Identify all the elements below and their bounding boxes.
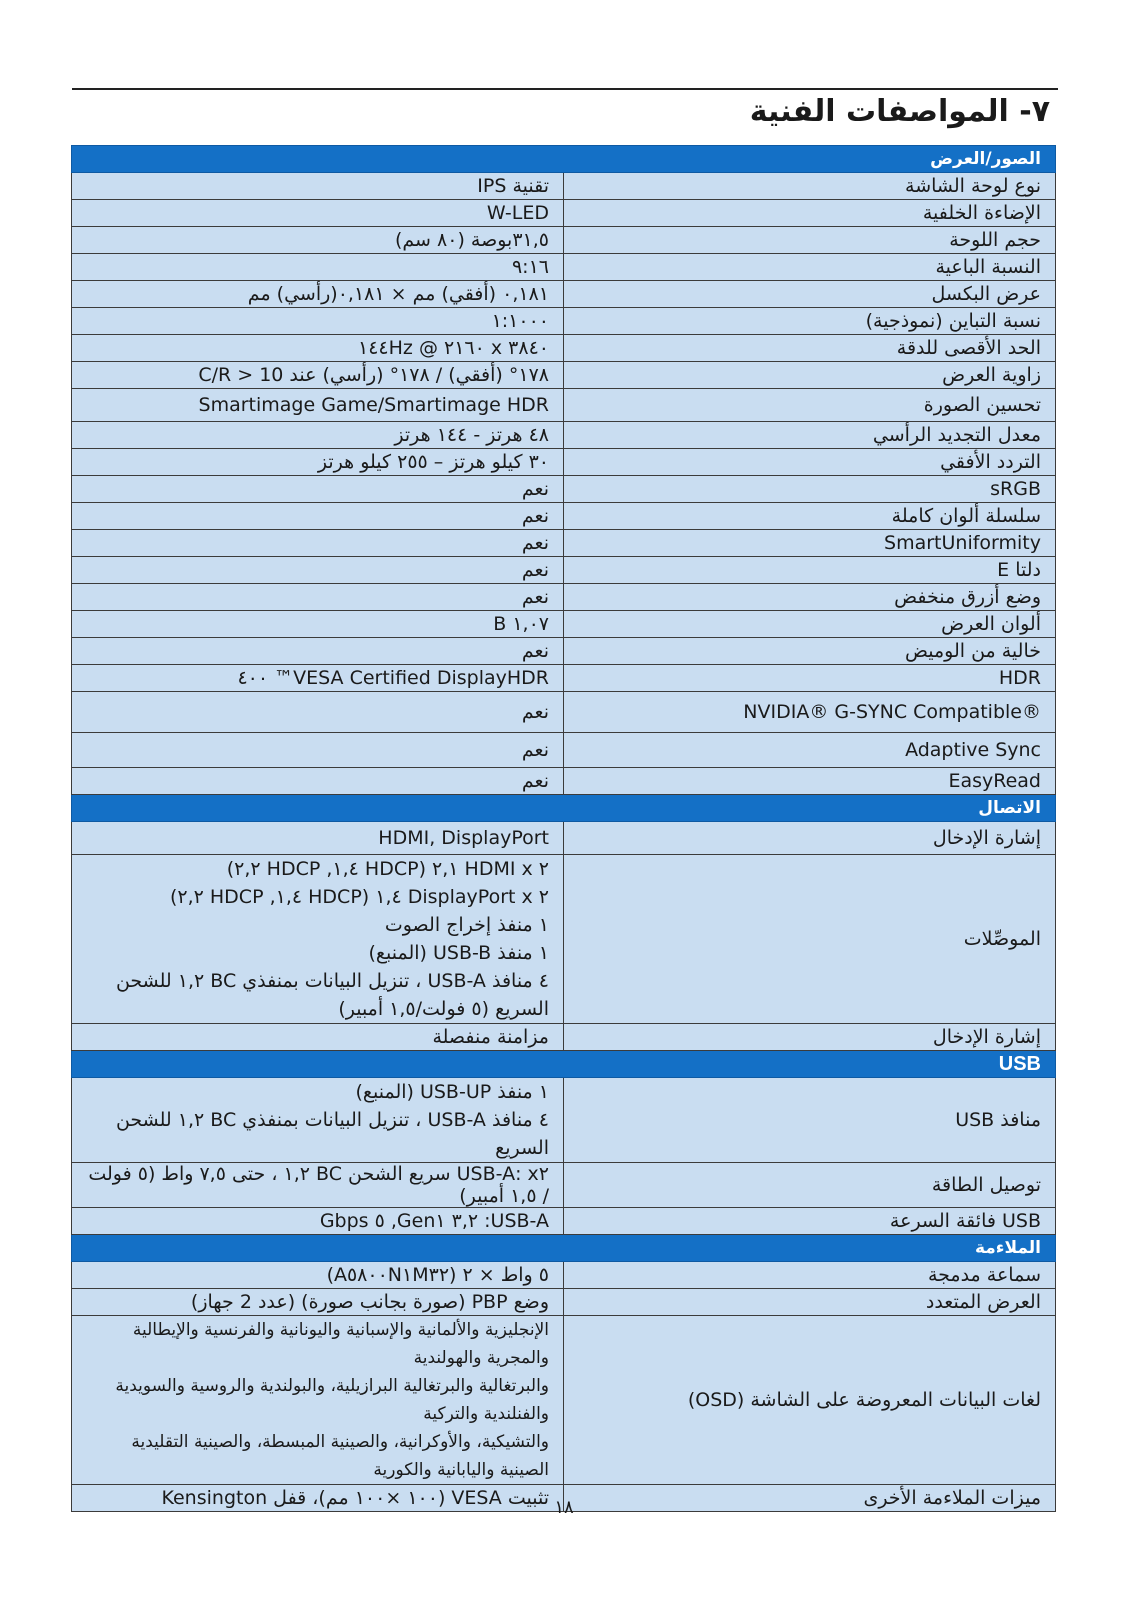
section-header-display: [72, 146, 1056, 173]
spec-label: سلسلة ألوان كاملة: [564, 503, 1056, 530]
spec-value: ٣٨٤٠ x ٢١٦٠ @ ١٤٤Hz: [72, 335, 564, 362]
spec-value: مزامنة منفصلة: [72, 1024, 564, 1051]
spec-row: [72, 822, 1056, 855]
spec-row: [72, 476, 1056, 503]
spec-row: [72, 1024, 1056, 1051]
spec-label: توصيل الطاقة: [564, 1163, 1056, 1208]
spec-row: [72, 200, 1056, 227]
spec-label: Adaptive Sync: [564, 733, 1056, 768]
spec-value: نعم: [72, 476, 564, 503]
spec-row: [72, 665, 1056, 692]
spec-row: [72, 584, 1056, 611]
spec-row: [72, 362, 1056, 389]
spec-label: EasyRead: [564, 768, 1056, 795]
spec-value-line: والبرتغالية والبرتغالية البرازيلية، والبولندية والروسية والسويدية والفنلندية والتركية: [115, 1376, 549, 1424]
spec-label: الإضاءة الخلفية: [564, 200, 1056, 227]
spec-value-line: ٤ منافذ USB-A ، تنزيل البيانات بمنفذي BC ١,٢ للشحن السريع (٥ فولت/١,٥ أمبير): [115, 970, 549, 1020]
spec-label: النسبة الباعية: [564, 254, 1056, 281]
spec-label: نوع لوحة الشاشة: [564, 173, 1056, 200]
spec-label: عرض البكسل: [564, 281, 1056, 308]
spec-value: نعم: [72, 692, 564, 733]
spec-value: تقنية IPS: [72, 173, 564, 200]
section-header-convenience: [72, 1235, 1056, 1262]
spec-row: [72, 611, 1056, 638]
spec-value: نعم: [72, 768, 564, 795]
spec-row: [72, 308, 1056, 335]
spec-value-line: ٢ HDMI x ٢,١ (HDCP ١,٤, HDCP ٢,٢): [226, 858, 549, 880]
spec-value-line: والتشيكية، والأوكرانية، والصينية المبسطة، والصينية التقليدية الصينية واليابانية والكورية: [131, 1432, 549, 1480]
spec-label: إشارة الإدخال: [564, 822, 1056, 855]
spec-row: [72, 335, 1056, 362]
spec-value: VESA Certified DisplayHDR™ ٤٠٠: [72, 665, 564, 692]
spec-label: سماعة مدمجة: [564, 1262, 1056, 1289]
spec-value-line: ١ منفذ إخراج الصوت: [384, 914, 549, 936]
spec-value: نعم: [72, 530, 564, 557]
spec-value: ١:١٠٠٠: [72, 308, 564, 335]
spec-row: [72, 557, 1056, 584]
spec-value: USB-A: ٣,٢ Gen١, ٥ Gbps: [72, 1208, 564, 1235]
spec-label: إشارة الإدخال: [564, 1024, 1056, 1051]
spec-row: [72, 1289, 1056, 1316]
spec-value-line: الإنجليزية والألمانية والإسبانية واليونانية والفرنسية والإيطالية والمجرية والهولندية: [132, 1320, 549, 1368]
spec-value: ٤٨ هرتز - ١٤٤ هرتز: [72, 422, 564, 449]
spec-value-line: ٤ منافذ USB-A ، تنزيل البيانات بمنفذي BC ١,٢ للشحن السريع: [115, 1109, 549, 1159]
spec-row: [72, 1316, 1056, 1485]
section-header-usb: [72, 1051, 1056, 1078]
spec-label: معدل التجديد الرأسي: [564, 422, 1056, 449]
spec-value: نعم: [72, 584, 564, 611]
section-heading: الاتصال: [72, 795, 1056, 822]
section-heading: USB: [72, 1051, 1056, 1078]
spec-value: نعم: [72, 503, 564, 530]
spec-label: USB فائقة السرعة: [564, 1208, 1056, 1235]
spec-label: حجم اللوحة: [564, 227, 1056, 254]
spec-row: [72, 1208, 1056, 1235]
page-number: ١٨: [554, 1497, 574, 1518]
spec-label: ميزات الملاءمة الأخرى: [564, 1485, 1056, 1512]
spec-label: العرض المتعدد: [564, 1289, 1056, 1316]
spec-label: لغات البيانات المعروضة على الشاشة (OSD): [564, 1316, 1056, 1485]
spec-value: Smartimage Game/Smartimage HDR: [72, 389, 564, 422]
spec-label: زاوية العرض: [564, 362, 1056, 389]
spec-value-multiline: [72, 855, 564, 1024]
spec-label: خالية من الوميض: [564, 638, 1056, 665]
spec-row: [72, 530, 1056, 557]
spec-value-multiline: [72, 1316, 564, 1485]
spec-value-multiline: [72, 1078, 564, 1163]
spec-row: [72, 173, 1056, 200]
spec-value-line: ١ منفذ USB-B (المنبع): [368, 942, 549, 964]
spec-label: دلتا E: [564, 557, 1056, 584]
spec-label: SmartUniformity: [564, 530, 1056, 557]
spec-value: x٢ :USB-A سريع الشحن BC ١,٢ ، حتى ٧,٥ واط (٥ فولت / ١,٥ أمبير): [72, 1163, 564, 1208]
spec-row: [72, 254, 1056, 281]
spec-label: ®NVIDIA® G-SYNC Compatible: [564, 692, 1056, 733]
spec-label: الموصِّلات: [564, 855, 1056, 1024]
spec-row: [72, 227, 1056, 254]
spec-label: التردد الأفقي: [564, 449, 1056, 476]
spec-row: [72, 733, 1056, 768]
spec-value: ١٧٨° (أفقي) / ١٧٨° (رأسي) عند C/R > 10: [72, 362, 564, 389]
spec-row: [72, 692, 1056, 733]
spec-value: HDMI, DisplayPort: [72, 822, 564, 855]
spec-value: ١,٠٧ B: [72, 611, 564, 638]
spec-label: منافذ USB: [564, 1078, 1056, 1163]
spec-row: [72, 855, 1056, 1024]
spec-row: [72, 503, 1056, 530]
spec-label: sRGB: [564, 476, 1056, 503]
spec-value: ٠,١٨١ (أفقي) مم × ٠,١٨١(رأسي) مم: [72, 281, 564, 308]
spec-label: ألوان العرض: [564, 611, 1056, 638]
spec-label: تحسين الصورة: [564, 389, 1056, 422]
spec-row: [72, 389, 1056, 422]
spec-label: HDR: [564, 665, 1056, 692]
spec-value: نعم: [72, 557, 564, 584]
spec-row: [72, 281, 1056, 308]
spec-value: W-LED: [72, 200, 564, 227]
section-header-connectivity: [72, 795, 1056, 822]
spec-label: الحد الأقصى للدقة: [564, 335, 1056, 362]
section-heading: الصور/العرض: [72, 146, 1056, 173]
spec-value: نعم: [72, 733, 564, 768]
spec-value: ٣٠ كيلو هرتز – ٢٥٥ كيلو هرتز: [72, 449, 564, 476]
spec-value: ٥ واط × ٢ (A٥٨٠٠N١M٣٢): [72, 1262, 564, 1289]
spec-row: [72, 1262, 1056, 1289]
section-heading: الملاءمة: [72, 1235, 1056, 1262]
spec-value: ٩:١٦: [72, 254, 564, 281]
spec-label: وضع أزرق منخفض: [564, 584, 1056, 611]
spec-row: [72, 638, 1056, 665]
page-title: ٧- المواصفات الفنية: [749, 94, 1050, 129]
spec-row: [72, 1163, 1056, 1208]
spec-row: [72, 422, 1056, 449]
spec-row: [72, 768, 1056, 795]
spec-value: وضع PBP (صورة بجانب صورة) (عدد 2 جهاز): [72, 1289, 564, 1316]
spec-label: نسبة التباين (نموذجية): [564, 308, 1056, 335]
spec-table: [71, 145, 1056, 1512]
spec-row: [72, 449, 1056, 476]
spec-value: تثبيت VESA (١٠٠ ×١٠٠ مم)، قفل Kensington: [72, 1485, 564, 1512]
spec-value: نعم: [72, 638, 564, 665]
spec-row: [72, 1078, 1056, 1163]
spec-value: ٣١,٥بوصة (٨٠ سم): [72, 227, 564, 254]
spec-value-line: ١ منفذ USB-UP (المنبع): [355, 1081, 549, 1103]
spec-value-line: ٢ DisplayPort x ١,٤ (HDCP ١,٤, HDCP ٢,٢): [169, 886, 549, 908]
